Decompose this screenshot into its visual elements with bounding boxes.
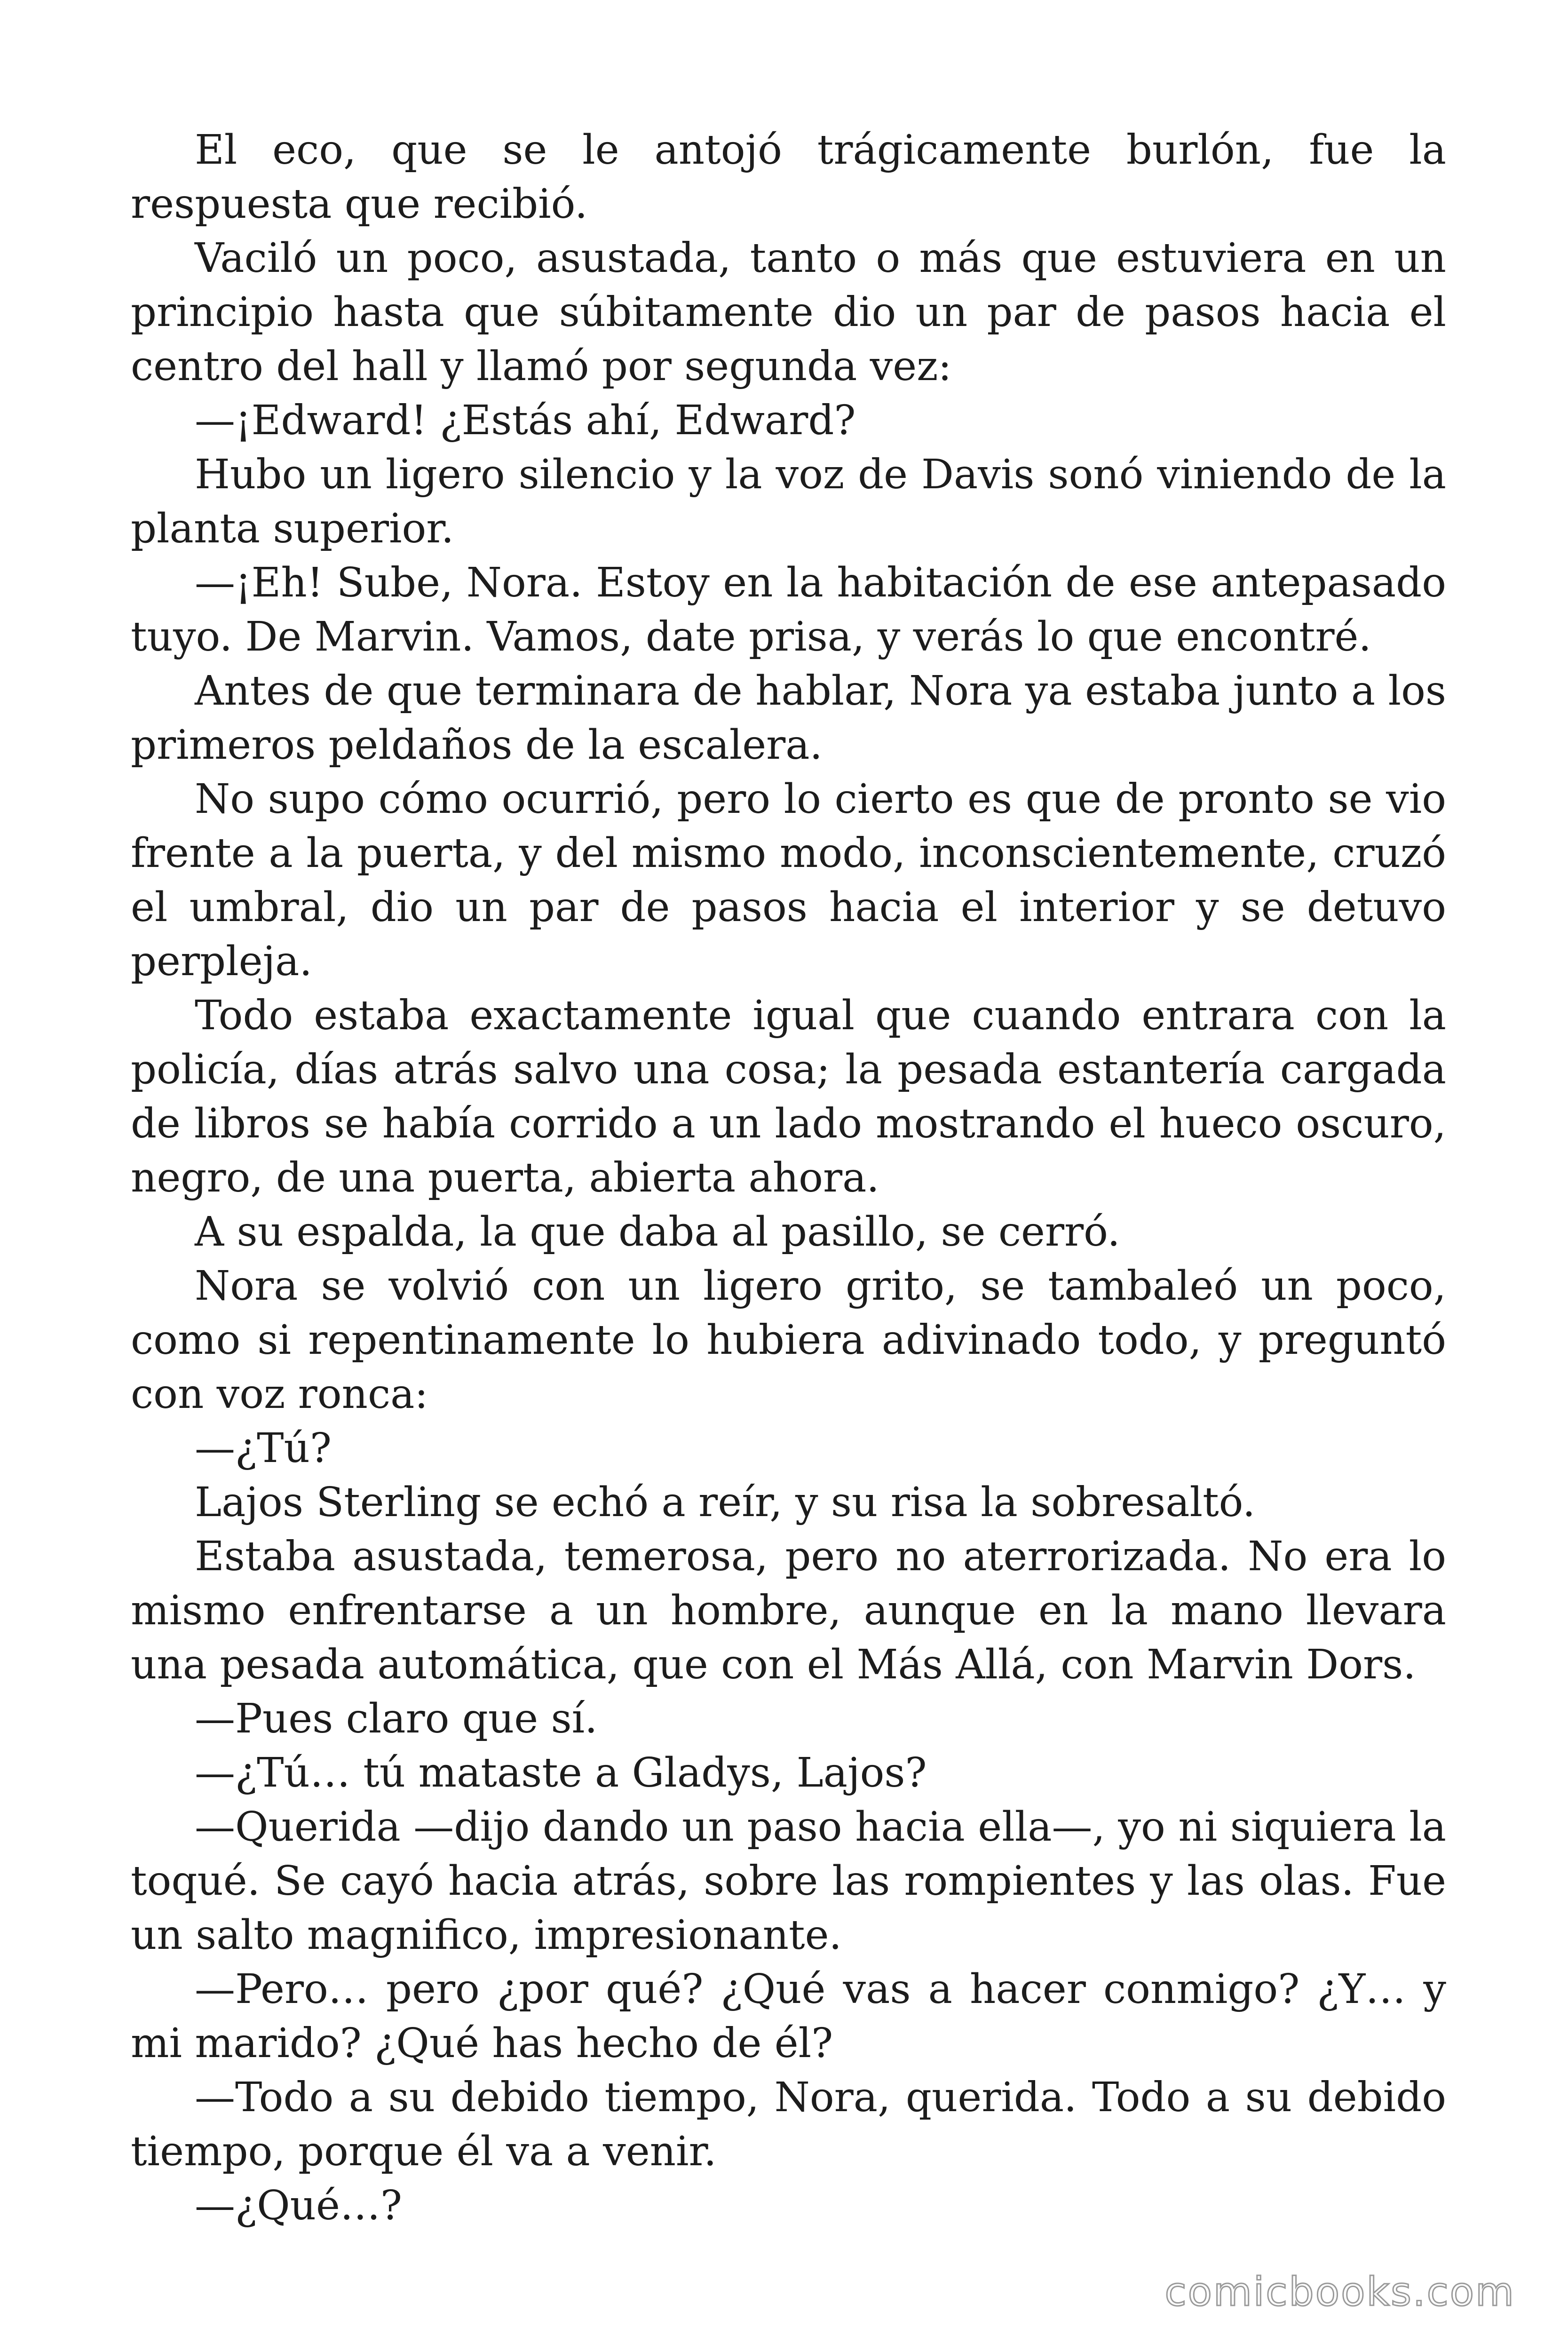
- paragraph: Nora se volvió con un ligero grito, se tambaleó un poco, como si repentinamente lo hubiera adivinado todo, y preguntó con voz ronca:: [131, 1263, 1446, 1418]
- paragraph: —¿Qué…?: [195, 2182, 403, 2229]
- page-text: [131, 123, 1446, 2233]
- watermark: comicbooks.com: [1164, 2269, 1515, 2315]
- paragraph: No supo cómo ocurrió, pero lo cierto es que de pronto se vio frente a la puerta, y del mismo modo, inconscientemente, cruzó el umbral, dio un par de pasos hacia el interior y se detuvo perpleja.: [131, 776, 1446, 985]
- paragraph: —¿Tú… tú mataste a Gladys, Lajos?: [195, 1749, 927, 1796]
- paragraph: —Pero… pero ¿por qué? ¿Qué vas a hacer conmigo? ¿Y… y mi marido? ¿Qué has hecho de él?: [131, 1966, 1446, 2067]
- paragraph: Vaciló un poco, asustada, tanto o más que estuviera en un principio hasta que súbitamente dio un par de pasos hacia el centro del hall y llamó por segunda vez:: [131, 235, 1446, 390]
- paragraph: Antes de que terminara de hablar, Nora ya estaba junto a los primeros peldaños de la escalera.: [131, 667, 1446, 769]
- paragraph: A su espalda, la que daba al pasillo, se cerró.: [195, 1208, 1120, 1255]
- paragraph: Hubo un ligero silencio y la voz de Davis sonó viniendo de la planta superior.: [131, 451, 1446, 552]
- paragraph: —¡Eh! Sube, Nora. Estoy en la habitación de ese antepasado tuyo. De Marvin. Vamos, date prisa, y verás lo que encontré.: [131, 559, 1446, 660]
- paragraph: —¡Edward! ¿Estás ahí, Edward?: [195, 397, 856, 444]
- paragraph: El eco, que se le antojó trágicamente burlón, fue la respuesta que recibió.: [131, 127, 1446, 228]
- paragraph: Todo estaba exactamente igual que cuando entrara con la policía, días atrás salvo una cosa; la pesada estantería cargada de libros se había corrido a un lado mostrando el hueco oscuro, negro, de una puerta, abierta ahora.: [131, 992, 1446, 1201]
- paragraph: Estaba asustada, temerosa, pero no aterrorizada. No era lo mismo enfrentarse a un hombre, aunque en la mano llevara una pesada automática, que con el Más Allá, con Marvin Dors.: [131, 1533, 1446, 1688]
- paragraph: —¿Tú?: [195, 1425, 332, 1472]
- paragraph: —Querida —dijo dando un paso hacia ella—, yo ni siquiera la toqué. Se cayó hacia atrás, sobre las rompientes y las olas. Fue un salto magnifico, impresionante.: [131, 1804, 1446, 1959]
- paragraph: —Pues claro que sí.: [195, 1695, 598, 1742]
- paragraph: Lajos Sterling se echó a reír, y su risa la sobresaltó.: [195, 1479, 1256, 1526]
- paragraph: —Todo a su debido tiempo, Nora, querida. Todo a su debido tiempo, porque él va a venir.: [131, 2074, 1446, 2175]
